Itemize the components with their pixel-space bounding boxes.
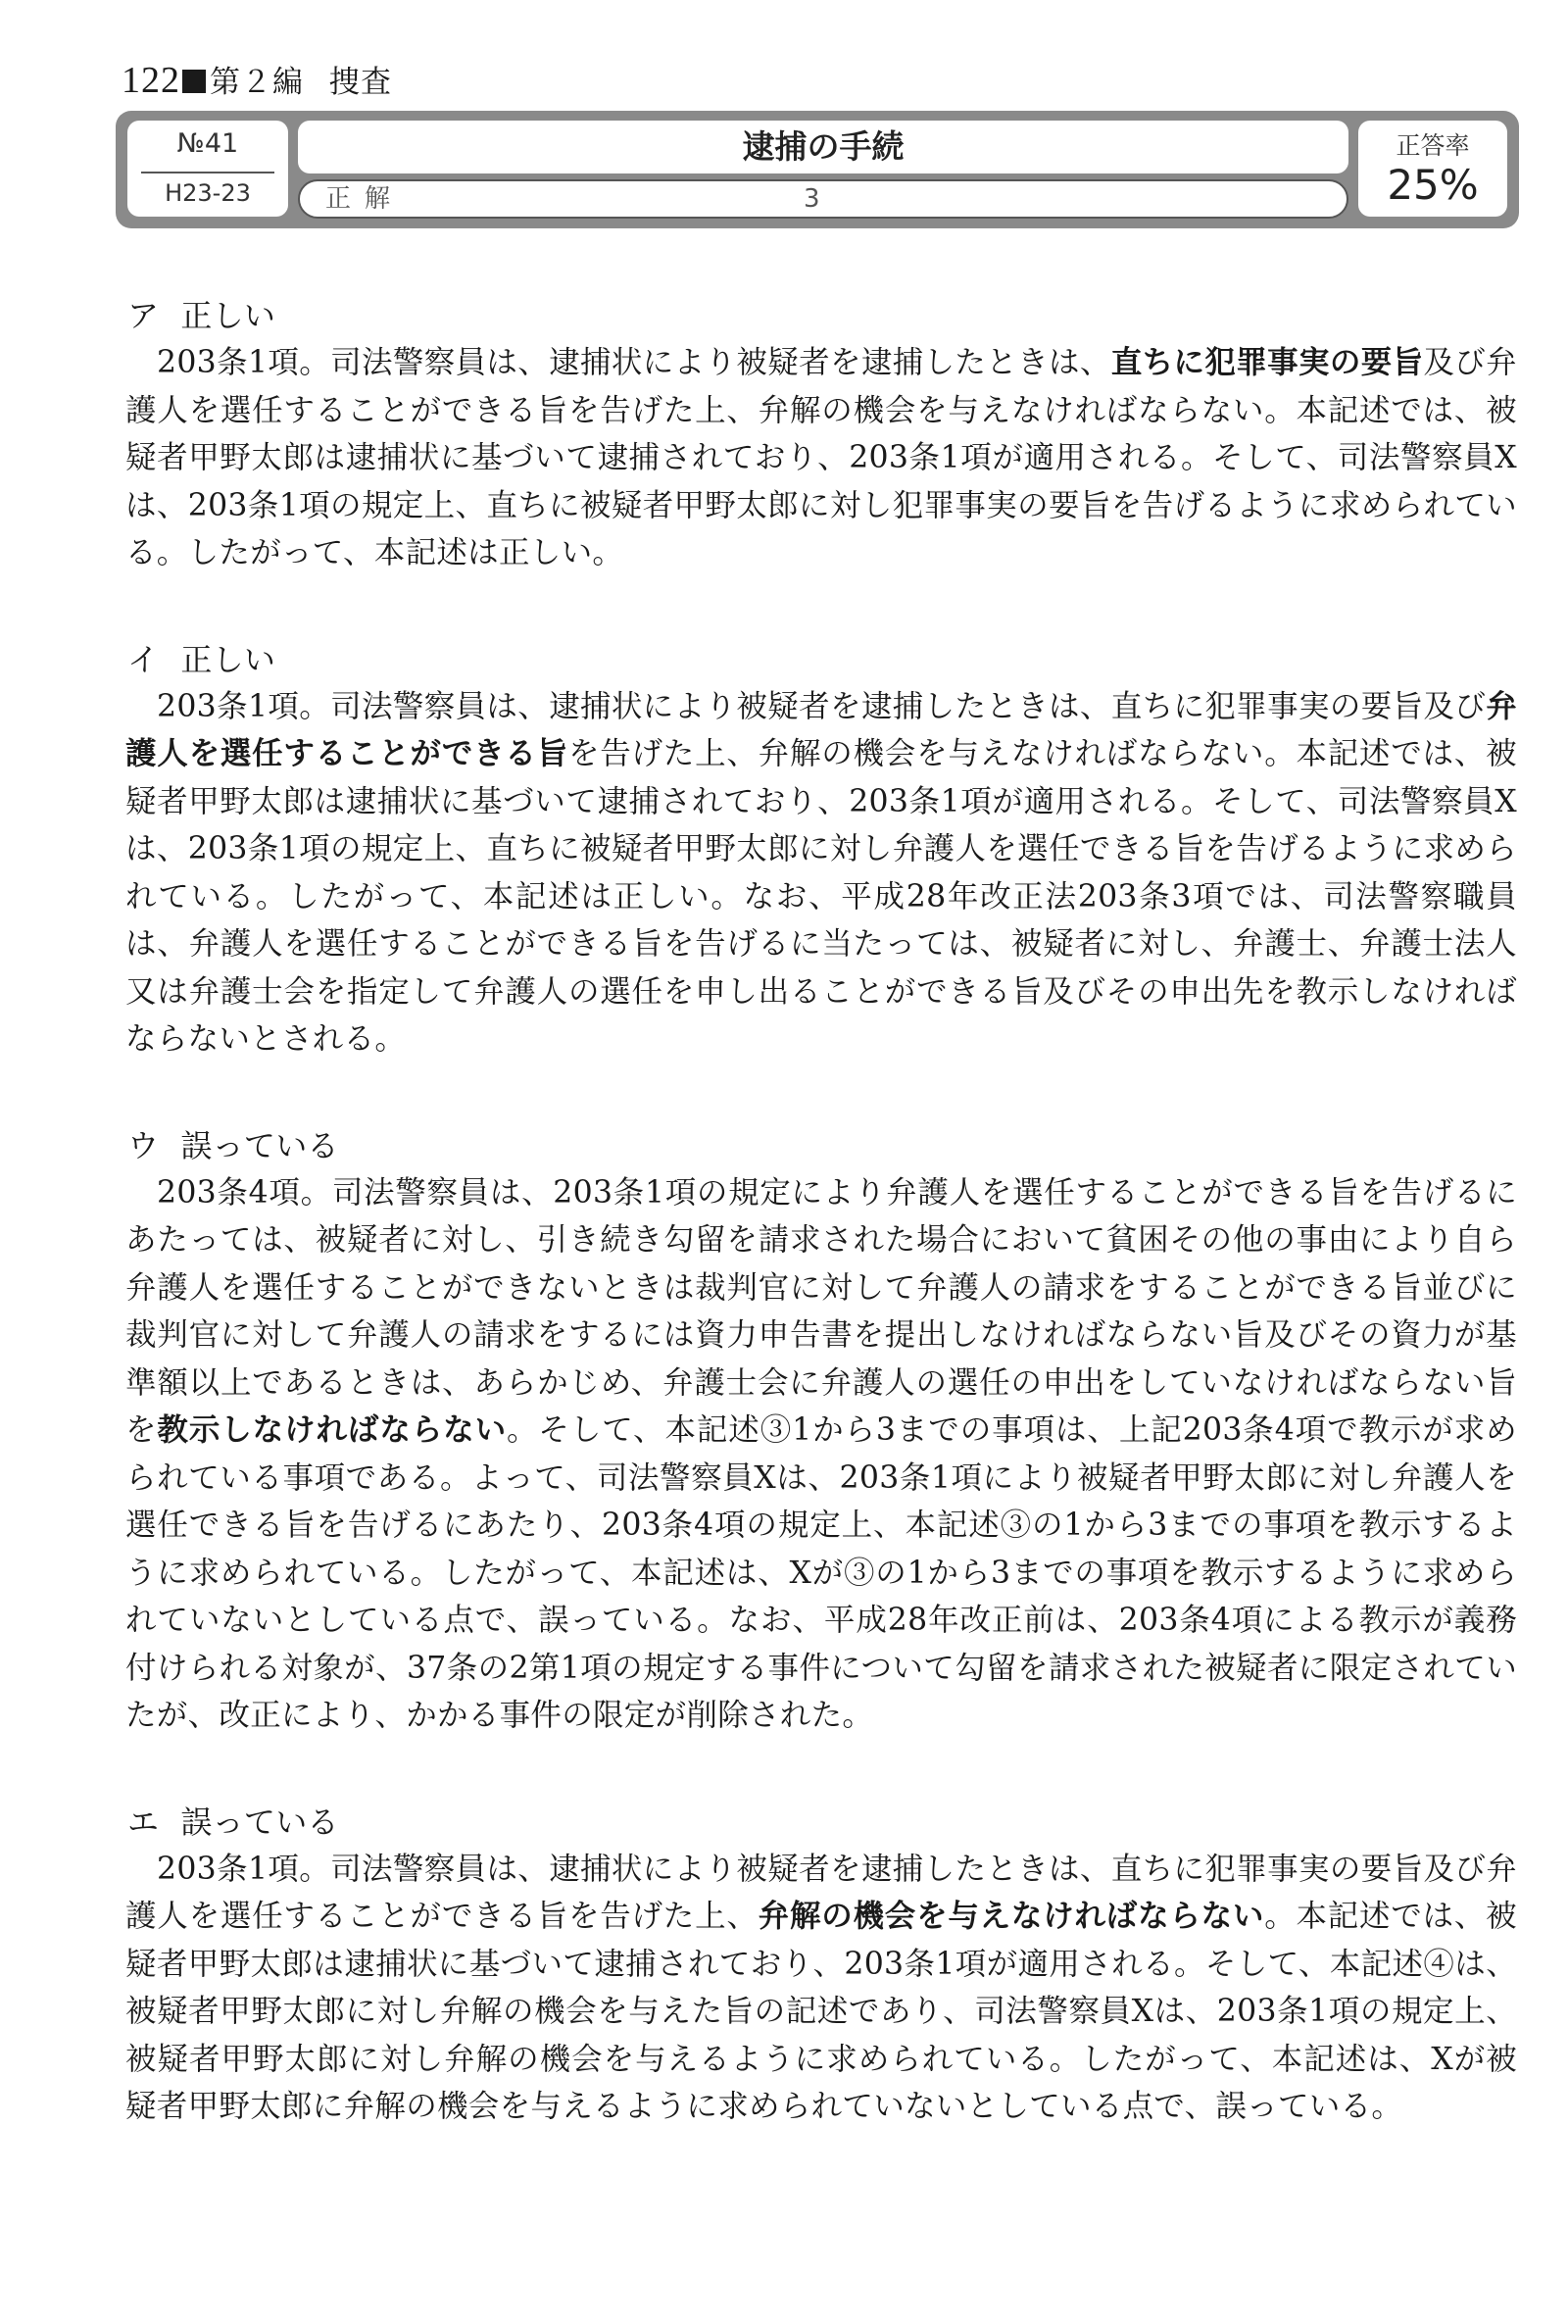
explanation-item — [125, 636, 1517, 1063]
answer-value: 3 — [804, 184, 820, 214]
emphasized-text: 弁解の機会を与えなければならない — [758, 1899, 1265, 1934]
question-header-box — [116, 111, 1519, 228]
item-verdict: 誤っている — [180, 1803, 339, 1841]
item-paragraph — [125, 1846, 1517, 2131]
item-mark: イ — [127, 640, 160, 678]
text-segment: 。本記述では、被疑者甲野太郎は逮捕状に基づいて逮捕されており、203条1項が適用される。そして、本記述④は、被疑者甲野太郎に対し弁解の機会を与えた旨の記述であり、司法警察員Xは、203条1項の規定上、被疑者甲野太郎に対し弁解の機会を与えるように求められている。したがって、本記述は、Xが被疑者甲野太郎に弁解の機会を与えるように求められていないとしている点で、誤っている。 — [125, 1899, 1517, 2124]
page-header — [122, 57, 392, 102]
chapter-label: 捜査 — [329, 65, 392, 100]
item-paragraph — [125, 683, 1517, 1063]
item-paragraph — [125, 339, 1517, 577]
explanation-item — [125, 1799, 1517, 2131]
question-id-box — [127, 121, 288, 217]
text-segment: を告げた上、弁解の機会を与えなければならない。本記述では、被疑者甲野太郎は逮捕状に基づいて逮捕されており、203条1項が適用される。そして、司法警察員Xは、203条1項の規定上、直ちに被疑者甲野太郎に対し弁護人を選任できる旨を告げるように求められている。したがって、本記述は正しい。なお、平成28年改正法203条3項では、司法警察職員は、弁護人を選任することができる旨を告げるに当たっては、被疑者に対し、弁護士、弁護士法人又は弁護士会を指定して弁護人の選任を申し出ることができる旨及びその申出先を教示しなければならないとされる。 — [125, 736, 1517, 1057]
text-segment: 203条1項。司法警察員は、逮捕状により被疑者を逮捕したときは、直ちに犯罪事実の要旨及び — [157, 688, 1487, 724]
item-mark: ウ — [127, 1126, 160, 1164]
item-verdict: 正しい — [180, 640, 276, 678]
question-title: 逮捕の手続 — [298, 121, 1348, 173]
question-code: H23-23 — [165, 179, 251, 207]
explanation-item — [125, 1122, 1517, 1740]
text-segment: 203条4項。司法警察員は、203条1項の規定により弁護人を選任することができる旨を告げるにあたっては、被疑者に対し、引き続き勾留を請求された場合において貧困その他の事由により自ら弁護人を選任することができないときは裁判官に対して弁護人の請求をすることができる旨並びに裁判官に対して弁護人の請求をするには資力申告書を提出しなければならない旨及びその資力が基準額以上であるときは、あらかじめ、弁護士会に弁護人の選任の申出をしていなければならない旨を — [125, 1174, 1517, 1448]
item-verdict: 誤っている — [180, 1126, 339, 1164]
correct-rate-box — [1358, 121, 1507, 217]
emphasized-text: 直ちに犯罪事実の要旨 — [1110, 345, 1424, 380]
emphasized-text: 弁護人を選任することができる旨 — [125, 688, 1517, 771]
correct-rate-label: 正答率 — [1396, 131, 1470, 160]
section-label: 第２編 — [210, 65, 304, 100]
emphasized-text: 教示しなければならない — [157, 1412, 508, 1448]
page-number: 122 — [122, 60, 180, 101]
text-segment: 203条1項。司法警察員は、逮捕状により被疑者を逮捕したときは、直ちに犯罪事実の要旨及び弁護人を選任することができる旨を告げた上、 — [125, 1851, 1517, 1934]
answer-label: 正解 — [325, 184, 405, 214]
item-heading — [127, 636, 1517, 683]
explanation-body — [125, 292, 1517, 2190]
text-segment: 。そして、本記述③1から3までの事項は、上記203条4項で教示が求められている事項である。よって、司法警察員Xは、203条1項により被疑者甲野太郎に対し弁護人を選任できる旨を告げるにあたり、203条4項の規定上、本記述③の1から3までの事項を教示するように求められている。したがって、本記述は、Xが③の1から3までの事項を教示するように求められていないとしている点で、誤っている。なお、平成28年改正前は、203条4項による教示が義務付けられる対象が、37条の2第1項の規定する事件について勾留を請求された被疑者に限定されていたが、改正により、かかる事件の限定が削除された。 — [125, 1412, 1517, 1733]
divider — [141, 172, 274, 173]
item-paragraph — [125, 1169, 1517, 1740]
black-square-icon — [182, 70, 206, 93]
item-heading — [127, 292, 1517, 339]
item-verdict: 正しい — [180, 297, 276, 334]
item-mark: ア — [127, 297, 160, 334]
item-heading — [127, 1122, 1517, 1169]
correct-rate-value: 25% — [1387, 161, 1479, 209]
item-mark: エ — [127, 1803, 160, 1841]
question-number: №41 — [176, 128, 239, 159]
answer-box — [298, 179, 1348, 219]
item-heading — [127, 1799, 1517, 1846]
explanation-item — [125, 292, 1517, 577]
text-segment: 及び弁護人を選任することができる旨を告げた上、弁解の機会を与えなければならない。本記述では、被疑者甲野太郎は逮捕状に基づいて逮捕されており、203条1項が適用される。そして、司法警察員Xは、203条1項の規定上、直ちに被疑者甲野太郎に対し犯罪事実の要旨を告げるように求められている。したがって、本記述は正しい。 — [125, 345, 1517, 570]
text-segment: 203条1項。司法警察員は、逮捕状により被疑者を逮捕したときは、 — [157, 345, 1111, 380]
